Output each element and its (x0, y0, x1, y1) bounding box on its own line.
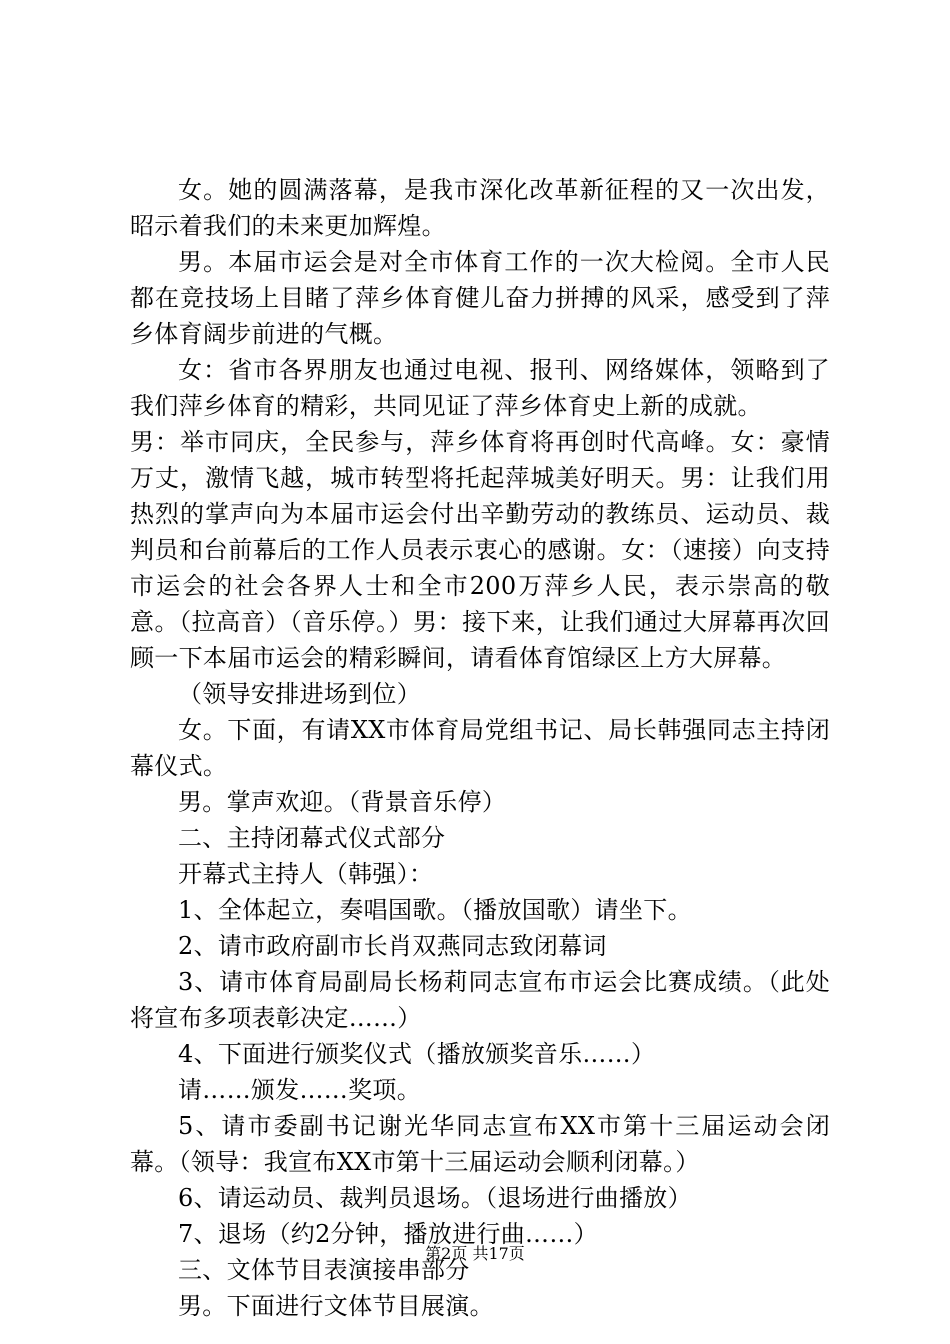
section-heading: 三、文体节目表演接串部分 (178, 1256, 470, 1284)
list-item: 2、请市政府副市长肖双燕同志致闭幕词 (178, 932, 607, 960)
paragraph: 请……颁发……奖项。 (178, 1076, 421, 1104)
paragraph: （领导安排进场到位） (178, 680, 421, 708)
paragraph: 男。掌声欢迎。（背景音乐停） (178, 788, 507, 816)
section-heading: 二、主持闭幕式仪式部分 (178, 824, 446, 852)
paragraph: 男。下面进行文体节目展演。 (178, 1292, 494, 1320)
list-item: 3、请市体育局副局长杨莉同志宣布市运会比赛成绩。（此处将宣布多项表彰决定……） (130, 968, 830, 1032)
paragraph: 男。本届市运会是对全市体育工作的一次大检阅。全市人民都在竞技场上目睹了萍乡体育健儿奋力拼搏的风采，感受到了萍乡体育阔步前进的气概。 (130, 248, 830, 348)
paragraph: 女：省市各界朋友也通过电视、报刊、网络媒体，领略到了我们萍乡体育的精彩，共同见证了萍乡体育史上新的成就。 (130, 356, 830, 420)
document-body (130, 172, 830, 1324)
paragraph: 女。下面，有请XX市体育局党组书记、局长韩强同志主持闭幕仪式。 (130, 716, 830, 780)
list-item: 7、退场（约2分钟，播放进行曲……） (178, 1220, 598, 1248)
list-item: 1、全体起立，奏唱国歌。（播放国歌）请坐下。 (178, 896, 692, 924)
list-item: 4、下面进行颁奖仪式（播放颁奖音乐……） (178, 1040, 656, 1068)
paragraph: 女。她的圆满落幕，是我市深化改革新征程的又一次出发，昭示着我们的未来更加辉煌。 (130, 176, 830, 240)
list-item: 5、请市委副书记谢光华同志宣布XX市第十三届运动会闭幕。（领导：我宣布XX市第十三届运动会顺利闭幕。） (130, 1112, 830, 1176)
page-footer: 第2页 共17页 (425, 1244, 525, 1263)
paragraph: 开幕式主持人（韩强）： (178, 860, 434, 888)
paragraph: 男：举市同庆，全民参与，萍乡体育将再创时代高峰。女：豪情万丈，激情飞越，城市转型将托起萍城美好明天。男：让我们用热烈的掌声向为本届市运会付出辛勤劳动的教练员、运动员、裁判员和台前幕后的工作人员表示衷心的感谢。女：（速接）向支持市运会的社会各界人士和全市200万萍乡人民，表示崇高的敬意。（拉高音）（音乐停。）男：接下来，让我们通过大屏幕再次回顾一下本届市运会的精彩瞬间，请看体育馆绿区上方大屏幕。 (130, 428, 830, 672)
list-item: 6、请运动员、裁判员退场。（退场进行曲播放） (178, 1184, 692, 1212)
